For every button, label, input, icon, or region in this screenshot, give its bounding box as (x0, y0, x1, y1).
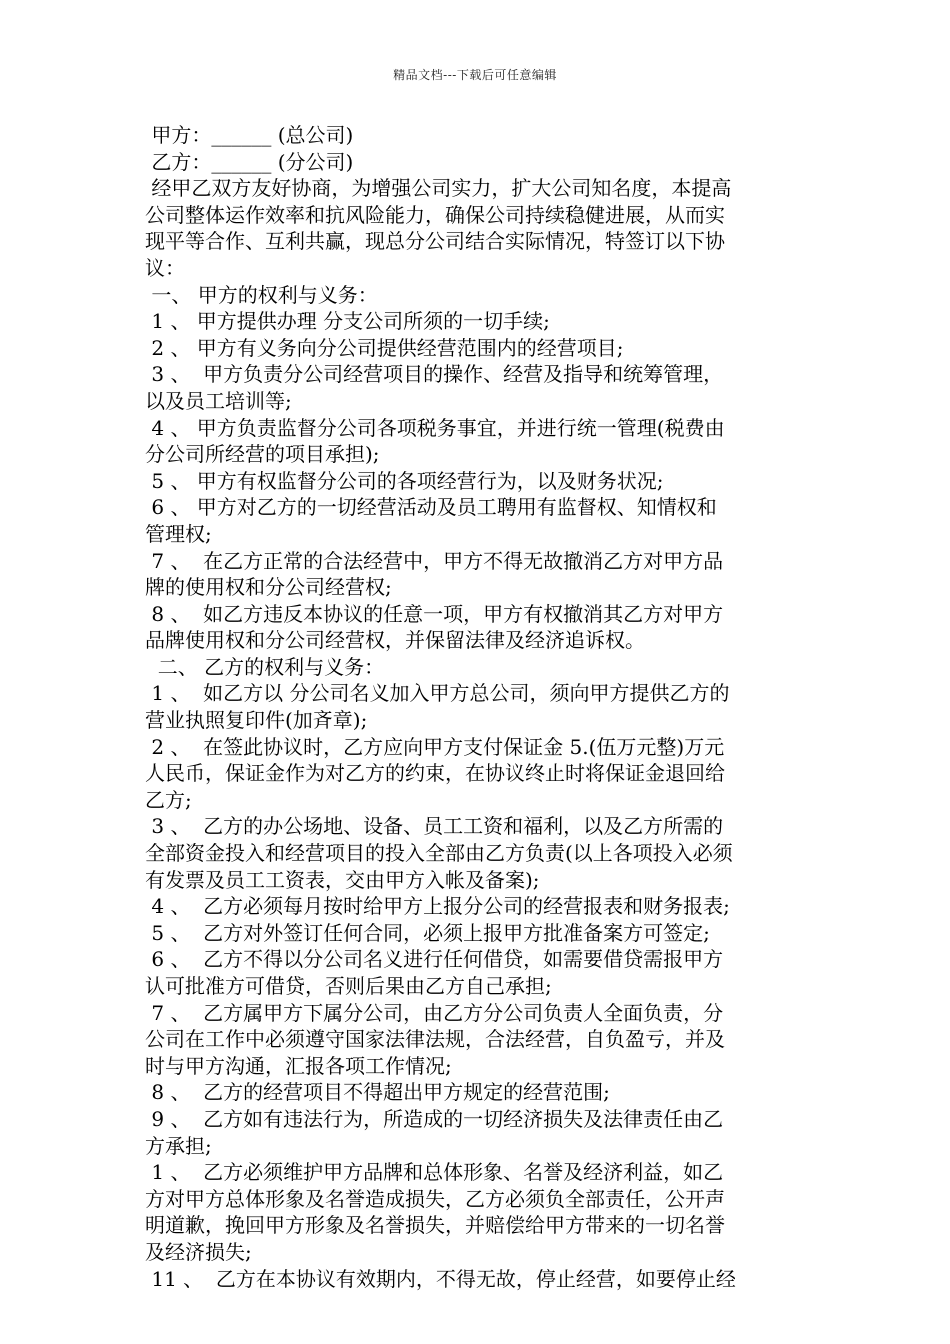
document-line: 4 、 乙方必须每月按时给甲方上报分公司的经营报表和财务报表; (145, 894, 730, 919)
document-line: 明道歉，挽回甲方形象及名誉损失，并赔偿给甲方带来的一切名誉 (145, 1213, 725, 1238)
document-line: 11 、 乙方在本协议有效期内，不得无故，停止经营，如要停止经 (145, 1266, 736, 1291)
document-line: 5 、 乙方对外签订任何合同，必须上报甲方批准备案方可签定; (145, 920, 710, 945)
document-line: 7 、 在乙方正常的合法经营中，甲方不得无故撤消乙方对甲方品 (145, 548, 724, 573)
document-line: 品牌使用权和分公司经营权，并保留法律及经济追诉权。 (145, 628, 645, 653)
document-line: 全部资金投入和经营项目的投入全部由乙方负责(以上各项投入必须 (145, 841, 733, 866)
document-line: 2 、 甲方有义务向分公司提供经营范围内的经营项目; (145, 335, 624, 360)
document-line: 3 、 甲方负责分公司经营项目的操作、经营及指导和统筹管理， (145, 362, 724, 387)
document-line: 营业执照复印件(加斉章); (145, 708, 368, 733)
document-line: 8 、 乙方的经营项目不得超出甲方规定的经营范围; (145, 1080, 610, 1105)
document-line: 1 、 如乙方以 分公司名义加入甲方总公司，须向甲方提供乙方的 (145, 681, 730, 706)
document-line: 分公司所经营的项目承担); (145, 442, 380, 467)
document-line: 牌的使用权和分公司经营权; (145, 575, 392, 600)
document-line: 7 、 乙方属甲方下属分公司，由乙方分公司负责人全面负责，分 (145, 1000, 724, 1025)
document-line: 认可批准方可借贷，否则后果由乙方自己承担; (145, 974, 552, 998)
document-line: 4 、 甲方负责监督分公司各项税务事宜，并进行统一管理(税费由 (145, 415, 725, 440)
document-line: 以及员工培训等; (145, 388, 292, 413)
document-line: 人民币，保证金作为对乙方的约束，在协议终止时将保证金退回给 (145, 761, 725, 786)
document-body (145, 122, 815, 1292)
document-line: 管理权; (145, 521, 212, 546)
document-line: 时与甲方沟通，汇报各项工作情况; (145, 1053, 452, 1078)
document-line: 议： (145, 255, 185, 280)
document-line: 2 、 在签此协议时，乙方应向甲方支付保证金 5.(伍万元整)万元 (145, 734, 725, 759)
document-line: 1 、 乙方必须维护甲方品牌和总体形象、名誉及经济利益，如乙 (145, 1160, 724, 1185)
document-line: 6 、 甲方对乙方的一切经营活动及员工聘用有监督权、知情权和 (145, 495, 717, 520)
document-line: 9 、 乙方如有违法行为，所造成的一切经济损失及法律责任由乙 (145, 1106, 724, 1131)
document-line: 乙方; (145, 787, 192, 812)
document-line: 现平等合作、互利共赢，现总分公司结合实际情况，特签订以下协 (145, 229, 725, 254)
document-line: 二、 乙方的权利与义务： (145, 654, 385, 679)
document-line: 方承担; (145, 1133, 212, 1158)
document-line: 8 、 如乙方违反本协议的任意一项，甲方有权撤消其乙方对甲方 (145, 601, 724, 626)
document-line: 及经济损失; (145, 1239, 252, 1264)
document-line: 有发票及员工工资表，交由甲方入帐及备案); (145, 867, 540, 892)
document-line: 公司整体运作效率和抗风险能力，确保公司持续稳健进展，从而实 (145, 202, 725, 227)
document-line: 一、 甲方的权利与义务： (145, 282, 378, 307)
document-line: 3 、 乙方的办公场地、设备、员工工资和福利，以及乙方所需的 (145, 814, 724, 839)
document-line: 6 、 乙方不得以分公司名义进行任何借贷，如需要借贷需报甲方 (145, 947, 724, 972)
document-line: 方对甲方总体形象及名誉造成损失，乙方必须负全部责任，公开声 (145, 1186, 725, 1211)
document-line: 公司在工作中必须遵守国家法律法规，合法经营，自负盈亏，并及 (145, 1027, 725, 1052)
document-line: 乙方：______ (分公司) (145, 149, 354, 174)
page-header: 精品文档---下载后可任意编辑 (393, 68, 557, 82)
document-line: 1 、 甲方提供办理 分支公司所须的一切手续; (145, 309, 550, 334)
document-line: 甲方：______ (总公司) (145, 123, 354, 147)
document-line: 5 、 甲方有权监督分公司的各项经营行为，以及财务状况; (145, 468, 664, 493)
document-line: 经甲乙双方友好协商，为增强公司实力，扩大公司知名度，本提高 (145, 176, 732, 201)
